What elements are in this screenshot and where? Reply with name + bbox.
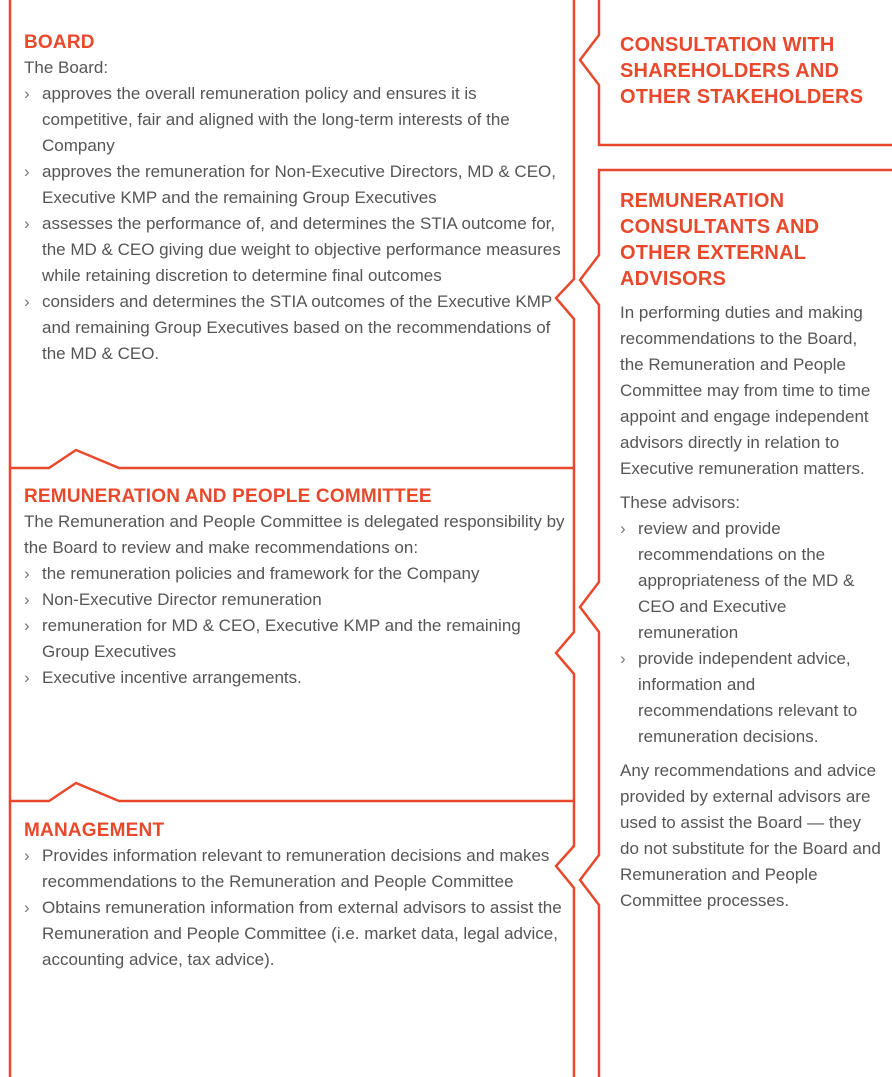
list-item: › review and provide recommendations on the appropriateness of the MD & CEO and Executive remuneration — [620, 516, 882, 646]
list-item: › Executive incentive arrangements. — [24, 665, 569, 691]
bullet-marker-icon: › — [24, 84, 30, 103]
advisors-bullet-list — [620, 516, 882, 750]
bullet-marker-icon: › — [24, 898, 30, 917]
consultation-box — [620, 32, 880, 110]
list-item: › assesses the performance of, and determines the STIA outcome for, the MD & CEO giving due weight to objective performance measures while retaining discretion to determine final outcomes — [24, 211, 564, 289]
list-item: › Provides information relevant to remuneration decisions and makes recommendations to the Remuneration and People Committee — [24, 843, 584, 895]
bullet-marker-icon: › — [24, 668, 30, 687]
bullet-marker-icon: › — [620, 519, 626, 538]
advisors-box — [620, 188, 882, 914]
advisors-intro: In performing duties and making recommendations to the Board, the Remuneration and People Committee may from time to time appoint and engage independent advisors directly in relation to Executive remuneration matters. — [620, 303, 871, 478]
list-item: › provide independent advice, information and recommendations relevant to remuneration decisions. — [620, 646, 882, 750]
advisors-title: REMUNERATION CONSULTANTS AND OTHER EXTERNAL ADVISORS — [620, 190, 820, 290]
committee-bullet-list — [24, 561, 569, 691]
bullet-marker-icon: › — [24, 162, 30, 181]
bullet-marker-icon: › — [24, 846, 30, 865]
list-item: › Obtains remuneration information from external advisors to assist the Remuneration and People Committee (i.e. market data, legal advice, accounting advice, tax advice). — [24, 895, 584, 973]
board-bullet-list — [24, 81, 564, 367]
consultation-title: CONSULTATION WITH SHAREHOLDERS AND OTHER STAKEHOLDERS — [620, 34, 864, 108]
management-bullet-list — [24, 843, 584, 973]
board-box — [24, 30, 564, 367]
committee-title: REMUNERATION AND PEOPLE COMMITTEE — [24, 486, 432, 507]
list-item: › remuneration for MD & CEO, Executive KMP and the remaining Group Executives — [24, 613, 569, 665]
management-title: MANAGEMENT — [24, 820, 165, 841]
bullet-marker-icon: › — [620, 649, 626, 668]
bullet-marker-icon: › — [24, 292, 30, 311]
bullet-marker-icon: › — [24, 590, 30, 609]
bullet-marker-icon: › — [24, 214, 30, 233]
bullet-marker-icon: › — [24, 564, 30, 583]
advisors-closing: Any recommendations and advice provided by external advisors are used to assist the Board — they do not substitute for the Board and Remuneration and People Committee processes. — [620, 761, 881, 910]
bullet-marker-icon: › — [24, 616, 30, 635]
list-item: › the remuneration policies and framework for the Company — [24, 561, 569, 587]
board-title: BOARD — [24, 32, 95, 53]
list-item: › approves the remuneration for Non-Executive Directors, MD & CEO, Executive KMP and the remaining Group Executives — [24, 159, 564, 211]
list-item: › approves the overall remuneration policy and ensures it is competitive, fair and aligned with the long-term interests of the Company — [24, 81, 564, 159]
management-box — [24, 818, 584, 973]
list-item: › considers and determines the STIA outcomes of the Executive KMP and remaining Group Executives based on the recommendations of the MD & CEO. — [24, 289, 564, 367]
committee-box — [24, 484, 569, 691]
board-intro: The Board: — [24, 58, 109, 77]
list-item: › Non-Executive Director remuneration — [24, 587, 569, 613]
committee-intro: The Remuneration and People Committee is delegated responsibility by the Board to review and make recommendations on: — [24, 512, 565, 557]
advisors-list-intro: These advisors: — [620, 493, 740, 512]
